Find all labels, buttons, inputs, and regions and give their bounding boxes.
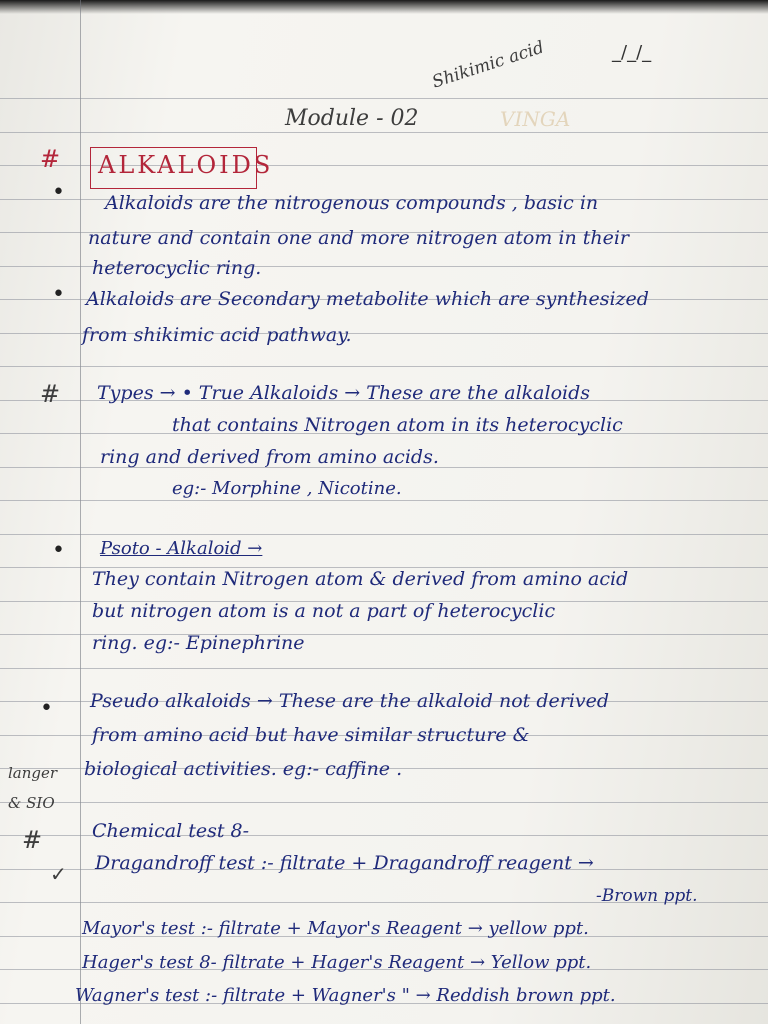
types-line: that contains Nitrogen atom in its heterocyclic: [172, 414, 623, 436]
types-hash: #: [40, 380, 61, 408]
chemical-hash: #: [22, 826, 43, 854]
chemical-test-line: Mayor's test :- filtrate + Mayor's Reagent → yellow ppt.: [82, 918, 589, 939]
chemical-title: Chemical test 8-: [92, 820, 250, 842]
intro-line: Alkaloids are Secondary metabolite which are synthesized: [86, 288, 649, 310]
psoto-line: but nitrogen atom is a not a part of heterocyclic: [92, 600, 556, 622]
chemical-test-line: -Brown ppt.: [596, 886, 698, 906]
check-mark: ✓: [50, 862, 67, 886]
bleed-through-mark: VINGA: [500, 107, 571, 131]
types-line: Types → • True Alkaloids → These are the alkaloids: [97, 382, 591, 404]
chemical-test-line: Dragandroff test :- filtrate + Dragandroff reagent →: [95, 852, 594, 874]
bullet-dot: •: [40, 696, 53, 721]
psoto-title: Psoto - Alkaloid →: [100, 538, 263, 559]
bullet-dot: •: [52, 538, 65, 563]
ruled-line: [0, 98, 768, 99]
ruled-line: [0, 132, 768, 133]
pseudo-line: Pseudo alkaloids → These are the alkaloid not derived: [90, 690, 610, 712]
margin-note: & SIO: [8, 794, 55, 812]
date-placeholder: _/_/_: [612, 42, 652, 63]
psoto-line: ring. eg:- Epinephrine: [92, 632, 305, 654]
intro-line: heterocyclic ring.: [92, 257, 262, 279]
intro-line: Alkaloids are the nitrogenous compounds , basic in: [105, 192, 599, 214]
margin-line: [80, 0, 81, 1024]
pseudo-line: biological activities. eg:- caffine .: [84, 758, 403, 780]
chemical-test-line: Wagner's test :- filtrate + Wagner's " → Reddish brown ppt.: [75, 985, 616, 1006]
types-line: ring and derived from amino acids.: [100, 446, 439, 468]
bullet-dot: •: [52, 180, 65, 205]
ruled-line: [0, 366, 768, 367]
margin-note: langer: [8, 764, 58, 782]
module-title: Module - 02: [285, 106, 419, 131]
ruled-line: [0, 534, 768, 535]
heading-hash: #: [40, 145, 61, 173]
intro-line: nature and contain one and more nitrogen atom in their: [88, 227, 629, 249]
pseudo-line: from amino acid but have similar structure &: [92, 724, 530, 746]
psoto-line: They contain Nitrogen atom & derived from amino acid: [92, 568, 629, 590]
chemical-test-line: Hager's test 8- filtrate + Hager's Reagent → Yellow ppt.: [82, 952, 592, 973]
page-top-shadow: [0, 0, 768, 14]
corner-note: Shikimic acid: [429, 37, 547, 93]
intro-line: from shikimic acid pathway.: [82, 324, 352, 346]
ruled-line: [0, 802, 768, 803]
ruled-line: [0, 668, 768, 669]
heading-title: ALKALOIDS: [98, 151, 274, 179]
ruled-line: [0, 500, 768, 501]
bullet-dot: •: [52, 282, 65, 307]
types-example: eg:- Morphine , Nicotine.: [172, 478, 402, 499]
